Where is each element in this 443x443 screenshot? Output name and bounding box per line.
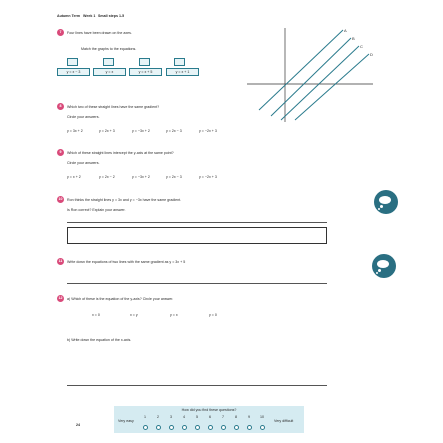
confidence-number: 9 [248, 415, 250, 419]
confidence-radio[interactable] [182, 425, 187, 430]
q7-equation-label: y = x − 3 [57, 68, 90, 76]
confidence-question: How did you find these questions? [181, 408, 237, 412]
confidence-number: 10 [260, 415, 264, 419]
q8-option[interactable]: y = −3x + 2 [132, 129, 150, 133]
thinking-bubble-icon [372, 254, 396, 278]
q7-equation-label: y = x + 1 [166, 68, 199, 76]
graph-line-d [295, 54, 369, 120]
thinking-bubble-icon [374, 190, 398, 214]
q9-option[interactable]: y = x + 2 [67, 175, 81, 179]
q10-prompt: Ron thinks the straight lines y = 3x and y = −3x have the same gradient. [67, 198, 182, 202]
confidence-panel [114, 406, 304, 433]
q11-prompt: Write down the equations of two lines with the same gradient as y = 3x + 5 [67, 260, 186, 264]
confidence-radio[interactable] [143, 425, 148, 430]
confidence-radio[interactable] [234, 425, 239, 430]
question-number-7: 7 [57, 29, 64, 36]
confidence-number: 8 [235, 415, 237, 419]
confidence-number: 7 [222, 415, 224, 419]
q8-option[interactable]: y = −2x + 3 [199, 129, 217, 133]
page-number: 24 [76, 423, 80, 427]
q10-instruction: Is Ron correct? Explain your answer. [67, 208, 126, 212]
q12-option[interactable]: y = x [170, 313, 178, 317]
q8-option[interactable]: y = 3x + 2 [67, 129, 83, 133]
q9-option[interactable]: y = 2x − 3 [166, 175, 182, 179]
graph-label-b: B [352, 36, 355, 41]
q9-instruction: Circle your answers. [67, 161, 100, 165]
confidence-radio[interactable] [156, 425, 161, 430]
q7-match-slot[interactable] [103, 58, 114, 66]
q9-option[interactable]: y = −3x + 2 [132, 175, 150, 179]
confidence-number: 5 [196, 415, 198, 419]
header-term: Autumn Term [57, 14, 81, 18]
graph-label-a: A [344, 28, 347, 33]
q9-option[interactable]: y = −2x + 3 [199, 175, 217, 179]
confidence-radio[interactable] [247, 425, 252, 430]
q12-option[interactable]: x = y [130, 313, 138, 317]
question-number-9: 9 [57, 149, 64, 156]
q12b-answer-line[interactable] [67, 385, 327, 386]
q12-option[interactable]: y = 0 [209, 313, 217, 317]
confidence-radio[interactable] [221, 425, 226, 430]
confidence-number: 1 [144, 415, 146, 419]
q12-part-a: a) Which of these is the equation of the y-axis? Circle your answer. [67, 297, 174, 301]
confidence-number: 2 [157, 415, 159, 419]
confidence-radio[interactable] [260, 425, 265, 430]
q12-option[interactable]: x = 0 [92, 313, 100, 317]
confidence-radio[interactable] [169, 425, 174, 430]
q7-match-slot[interactable] [174, 58, 185, 66]
q7-equation-label: y = x + 5 [129, 68, 162, 76]
q8-prompt: Which two of these straight lines have the same gradient? [67, 105, 160, 109]
q7-instruction: Match the graphs to the equations. [81, 47, 137, 51]
q7-equation-label: y = x [93, 68, 126, 76]
graph-label-c: C [360, 44, 363, 49]
q7-match-slot[interactable] [139, 58, 150, 66]
q7-graph [245, 24, 375, 124]
graph-line-a [259, 30, 343, 110]
header-week: Week 1 [83, 14, 96, 18]
graph-label-d: D [370, 52, 373, 57]
q7-match-slot[interactable] [67, 58, 78, 66]
confidence-number: 6 [209, 415, 211, 419]
q10-answer-box[interactable] [67, 227, 327, 244]
q7-prompt: Four lines have been drawn on the axes. [67, 31, 132, 35]
confidence-number: 3 [170, 415, 172, 419]
q12-part-b: b) Write down the equation of the x-axis. [67, 338, 132, 342]
confidence-left-label: Very easy [118, 419, 134, 423]
confidence-right-label: Very difficult [274, 419, 294, 423]
graph-line-c [281, 46, 359, 120]
q9-option[interactable]: y = 2x − 2 [99, 175, 115, 179]
confidence-number: 4 [183, 415, 185, 419]
header-small-steps: Small steps 1-5 [98, 14, 125, 18]
q9-prompt: Which of these straight lines intercept the y-axis at the same point? [67, 151, 174, 155]
graph-line-b [271, 38, 351, 116]
q8-option[interactable]: y = 2x + 3 [99, 129, 115, 133]
question-number-12: 12 [58, 296, 63, 300]
q8-instruction: Circle your answers. [67, 115, 100, 119]
q11-answer-line[interactable] [67, 283, 327, 284]
confidence-radio[interactable] [208, 425, 213, 430]
question-number-10: 10 [58, 197, 63, 201]
q8-option[interactable]: y = 2x − 3 [166, 129, 182, 133]
question-number-8: 8 [57, 103, 64, 110]
confidence-radio[interactable] [195, 425, 200, 430]
q10-answer-line[interactable] [67, 222, 327, 223]
question-number-11: 11 [58, 259, 63, 263]
